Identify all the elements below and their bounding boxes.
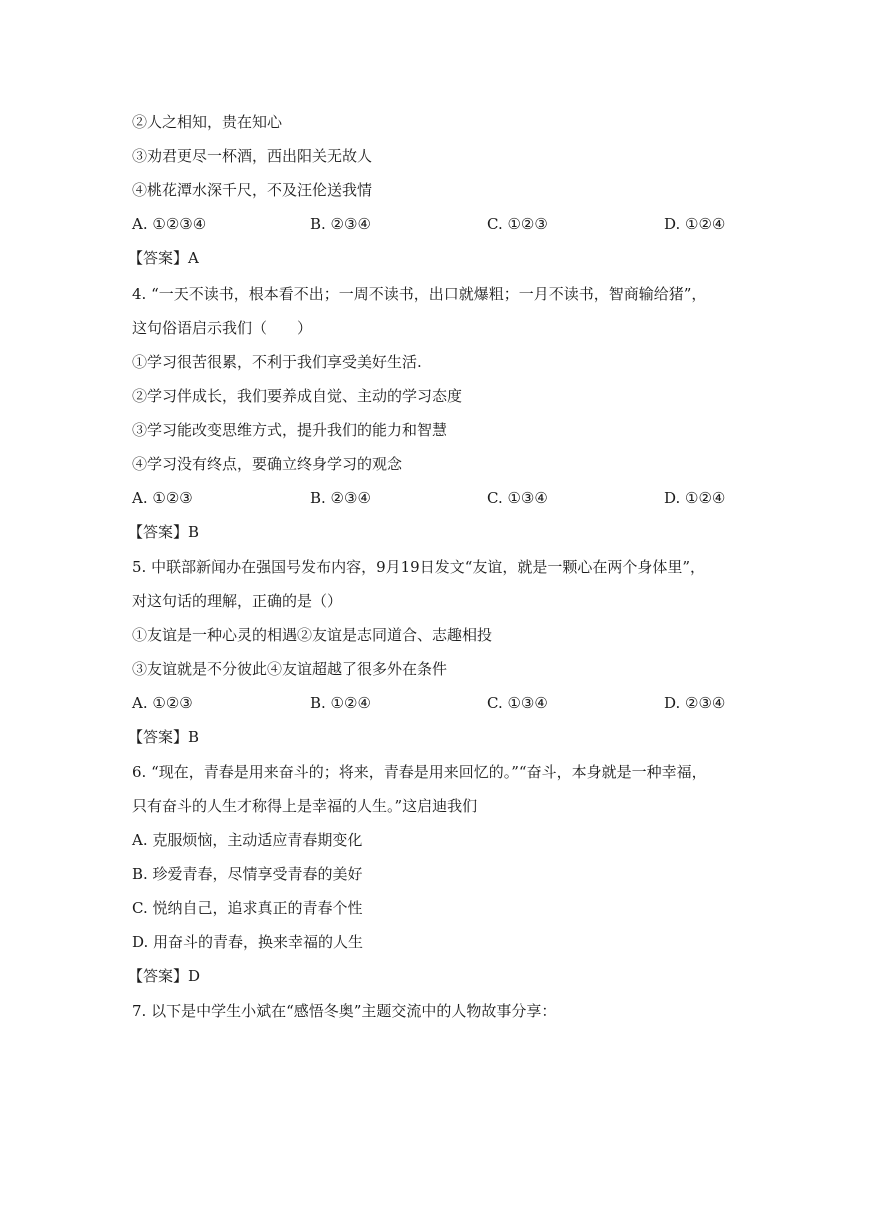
q4-item-4: ④学习没有终点，要确立终身学习的观念 bbox=[132, 455, 403, 473]
q3-option-d: D. ①②④ bbox=[664, 215, 726, 233]
q6-option-d: D. 用奋斗的青春，换来幸福的人生 bbox=[132, 933, 364, 951]
q6-option-a: A. 克服烦恼，主动适应青春期变化 bbox=[132, 831, 363, 849]
q4-option-c: C. ①③④ bbox=[487, 489, 548, 507]
q4-answer: 【答案】B bbox=[128, 523, 200, 541]
q6-stem-line-1: 6. “现在，青春是用来奋斗的；将来，青春是用来回忆的。”“奋斗，本身就是一种幸福， bbox=[132, 763, 707, 781]
q5-stem-line-2: 对这句话的理解，正确的是（） bbox=[132, 592, 343, 610]
q3-item-3: ③劝君更尽一杯酒，西出阳关无故人 bbox=[132, 147, 373, 165]
q4-item-1: ①学习很苦很累，不利于我们享受美好生活. bbox=[132, 353, 422, 371]
q5-option-d: D. ②③④ bbox=[664, 694, 726, 712]
q7-stem: 7. 以下是中学生小斌在“感悟冬奥”主题交流中的人物故事分享： bbox=[132, 1002, 557, 1020]
q4-item-2: ②学习伴成长，我们要养成自觉、主动的学习态度 bbox=[132, 387, 463, 405]
q3-item-4: ④桃花潭水深千尺，不及汪伦送我情 bbox=[132, 181, 373, 199]
q3-option-b: B. ②③④ bbox=[310, 215, 371, 233]
q4-option-b: B. ②③④ bbox=[310, 489, 371, 507]
q6-answer: 【答案】D bbox=[128, 967, 201, 985]
q6-stem-line-2: 只有奋斗的人生才称得上是幸福的人生。”这启迪我们 bbox=[132, 797, 478, 815]
q6-option-b: B. 珍爱青春，尽情享受青春的美好 bbox=[132, 865, 363, 883]
q5-answer: 【答案】B bbox=[128, 728, 200, 746]
q3-option-c: C. ①②③ bbox=[487, 215, 548, 233]
q4-option-a: A. ①②③ bbox=[132, 489, 193, 507]
q3-option-a: A. ①②③④ bbox=[132, 215, 207, 233]
q4-option-d: D. ①②④ bbox=[664, 489, 726, 507]
q5-option-b: B. ①②④ bbox=[310, 694, 371, 712]
q6-option-c: C. 悦纳自己，追求真正的青春个性 bbox=[132, 899, 363, 917]
q4-stem-line-1: 4. “一天不读书，根本看不出；一周不读书，出口就爆粗；一月不读书，智商输给猪”， bbox=[132, 285, 707, 303]
q5-option-c: C. ①③④ bbox=[487, 694, 548, 712]
q5-option-a: A. ①②③ bbox=[132, 694, 193, 712]
q5-stem-line-1: 5. 中联部新闻办在强国号发布内容，9月19日发文“友谊，就是一颗心在两个身体里”， bbox=[132, 558, 706, 576]
q5-item-2: ③友谊就是不分彼此④友谊超越了很多外在条件 bbox=[132, 660, 448, 678]
q4-stem-line-2: 这句俗语启示我们（ ） bbox=[132, 319, 313, 337]
q3-answer: 【答案】A bbox=[128, 249, 199, 267]
q3-item-2: ②人之相知，贵在知心 bbox=[132, 113, 283, 131]
q4-item-3: ③学习能改变思维方式，提升我们的能力和智慧 bbox=[132, 421, 448, 439]
q5-item-1: ①友谊是一种心灵的相遇②友谊是志同道合、志趣相投 bbox=[132, 626, 493, 644]
